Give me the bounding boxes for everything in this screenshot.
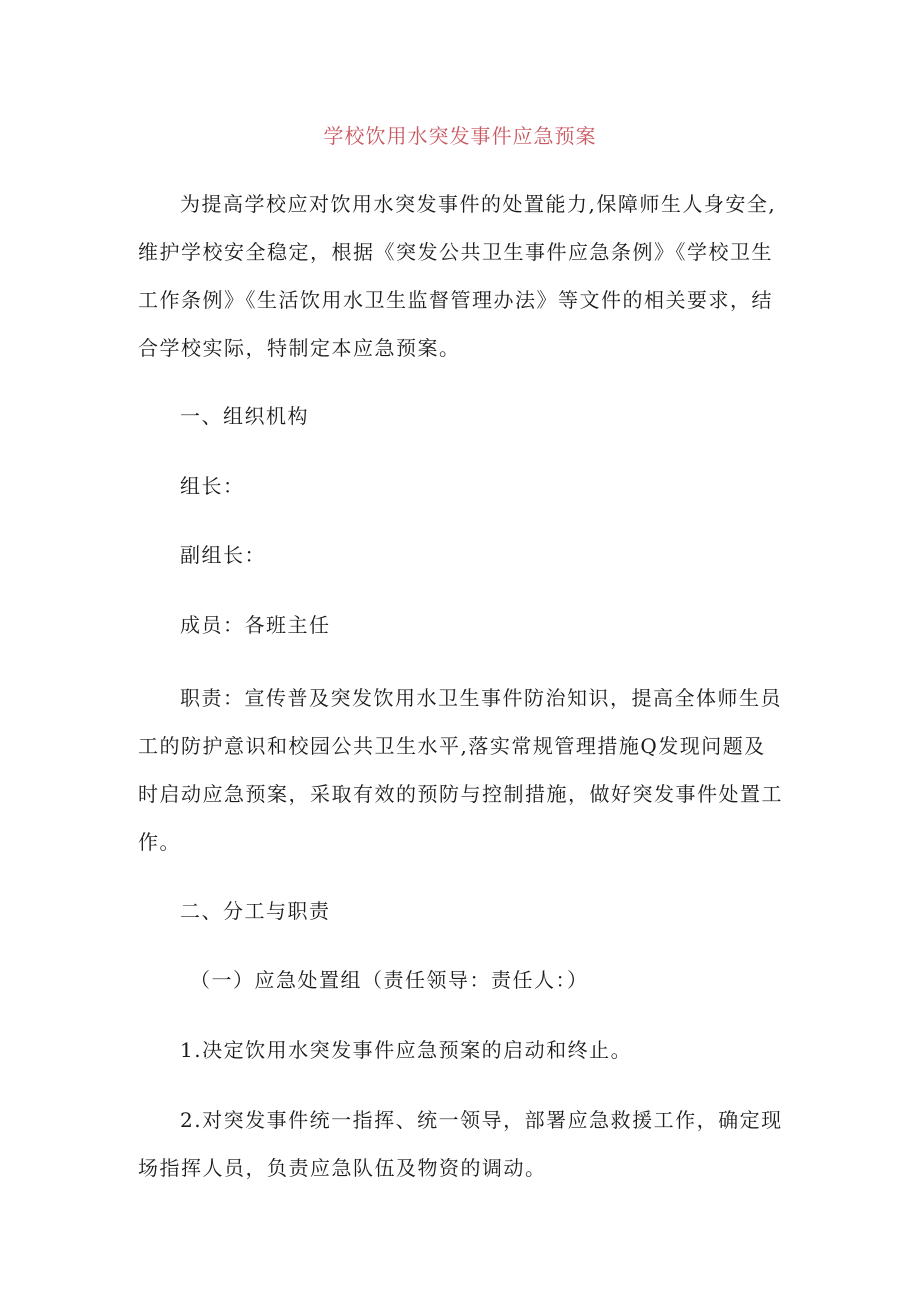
- list-item-2: 2.对突发事件统一指挥、统一领导，部署应急救援工作，确定现场指挥人员，负责应急队伍及物资的调动。: [138, 1108, 783, 1180]
- group-heading-emergency-response: （一）应急处置组（责任领导：责任人：）: [190, 968, 589, 992]
- document-title: 学校饮用水突发事件应急预案: [323, 124, 597, 148]
- list-item-1: 1.决定饮用水突发事件应急预案的启动和终止。: [180, 1038, 633, 1062]
- leader-line: 组长：: [180, 474, 245, 498]
- section-heading-organization: 一、组织机构: [180, 404, 309, 428]
- deputy-leader-line: 副组长：: [180, 543, 266, 567]
- duties-paragraph: 职责：宣传普及突发饮用水卫生事件防治知识，提高全体师生员工的防护意识和校园公共卫生水平,落实常规管理措施Q发现问题及时启动应急预案，采取有效的预防与控制措施，做好突发事件处置工作。: [138, 686, 783, 854]
- section-heading-division: 二、分工与职责: [180, 899, 331, 923]
- intro-paragraph: 为提高学校应对饮用水突发事件的处置能力,保障师生人身安全,维护学校安全稳定，根据《突发公共卫生事件应急条例》《学校卫生工作条例》《生活饮用水卫生监督管理办法》等文件的相关要求，结合学校实际，特制定本应急预案。: [138, 192, 777, 360]
- members-line: 成员：各班主任: [180, 613, 331, 637]
